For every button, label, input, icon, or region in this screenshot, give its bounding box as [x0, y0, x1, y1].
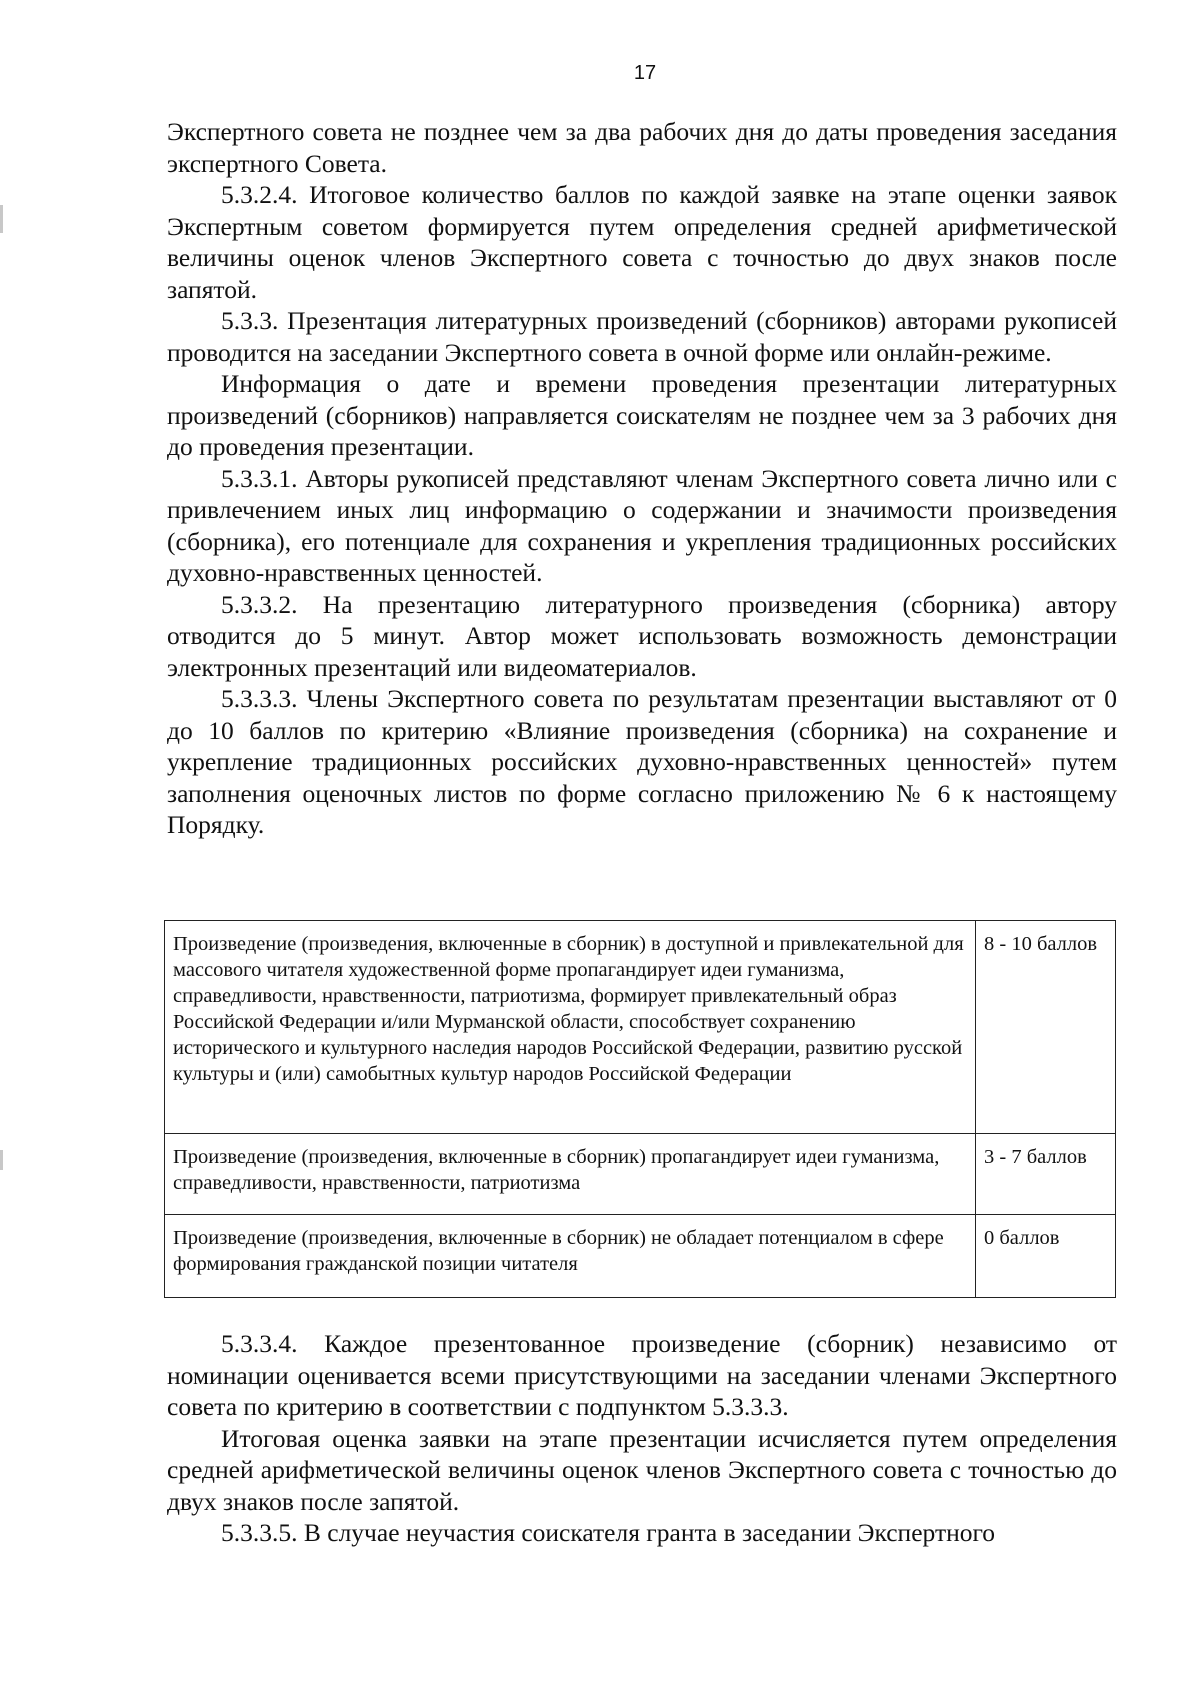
paragraph: Экспертного совета не позднее чем за два рабочих дня до даты проведения заседания экспертного Совета.	[167, 117, 1117, 178]
paragraph: 5.3.3.1. Авторы рукописей представляют членам Экспертного совета лично или с привлечением иных лиц информацию о содержании и значимости произведения (сборника), его потенциале для сохранения и укрепления традиционных российских духовно-нравственных ценностей.	[167, 463, 1117, 587]
scan-artifact	[0, 1150, 3, 1170]
table-row	[165, 1215, 1116, 1298]
table-row	[165, 921, 1116, 1134]
body-text-top	[167, 116, 1117, 841]
paragraph: 5.3.3.4. Каждое презентованное произведение (сборник) независимо от номинации оценивается всеми присутствующими на заседании членами Экспертного совета по критерию в соответствии с подпунктом 5.3.3.3.	[167, 1329, 1117, 1421]
paragraph: Информация о дате и времени проведения презентации литературных произведений (сборников) направляется соискателям не позднее чем за 3 рабочих дня до проведения презентации.	[167, 369, 1117, 461]
paragraph: 5.3.3.5. В случае неучастия соискателя гранта в заседании Экспертного	[221, 1518, 996, 1547]
criterion-description: Произведение (произведения, включенные в сборник) в доступной и привлекательной для массового читателя художественной форме пропагандирует идеи гуманизма, справедливости, нравственности, патриотизма, формирует привлекательный образ Российской Федерации и/или Мурманской области, способствует сохранению исторического и культурного наследия народов Российской Федерации, развитию русской культуры и (или) самобытных культур народов Российской Федерации	[165, 921, 976, 1134]
criterion-score: 0 баллов	[976, 1215, 1116, 1298]
page-number: 17	[633, 62, 657, 84]
paragraph: 5.3.2.4. Итоговое количество баллов по каждой заявке на этапе оценки заявок Экспертным советом формируется путем определения средней арифметической величины оценок членов Экспертного совета с точностью до двух знаков после запятой.	[167, 180, 1117, 304]
paragraph: 5.3.3.3. Члены Экспертного совета по результатам презентации выставляют от 0 до 10 баллов по критерию «Влияние произведения (сборника) на сохранение и укрепление традиционных российских духовно-нравственных ценностей» путем заполнения оценочных листов по форме согласно приложению № 6 к настоящему Порядку.	[167, 684, 1117, 839]
paragraph: 5.3.3.2. На презентацию литературного произведения (сборника) автору отводится до 5 минут. Автор может использовать возможность демонстрации электронных презентаций или видеоматериалов.	[167, 589, 1117, 682]
body-text-bottom	[167, 1328, 1117, 1549]
criterion-description: Произведение (произведения, включенные в сборник) пропагандирует идеи гуманизма, справедливости, нравственности, патриотизма	[165, 1134, 976, 1215]
paragraph: 5.3.3. Презентация литературных произведений (сборников) авторами рукописей проводится на заседании Экспертного совета в очной форме или онлайн-режиме.	[167, 306, 1117, 367]
criteria-table	[164, 920, 1116, 1298]
criterion-score: 3 - 7 баллов	[976, 1134, 1116, 1215]
table-row	[165, 1134, 1116, 1215]
scan-artifact	[0, 205, 3, 233]
paragraph: Итоговая оценка заявки на этапе презентации исчисляется путем определения средней арифметической величины оценок членов Экспертного совета с точностью до двух знаков после запятой.	[167, 1423, 1117, 1516]
criterion-description: Произведение (произведения, включенные в сборник) не обладает потенциалом в сфере формирования гражданской позиции читателя	[165, 1215, 976, 1298]
criterion-score: 8 - 10 баллов	[976, 921, 1116, 1134]
